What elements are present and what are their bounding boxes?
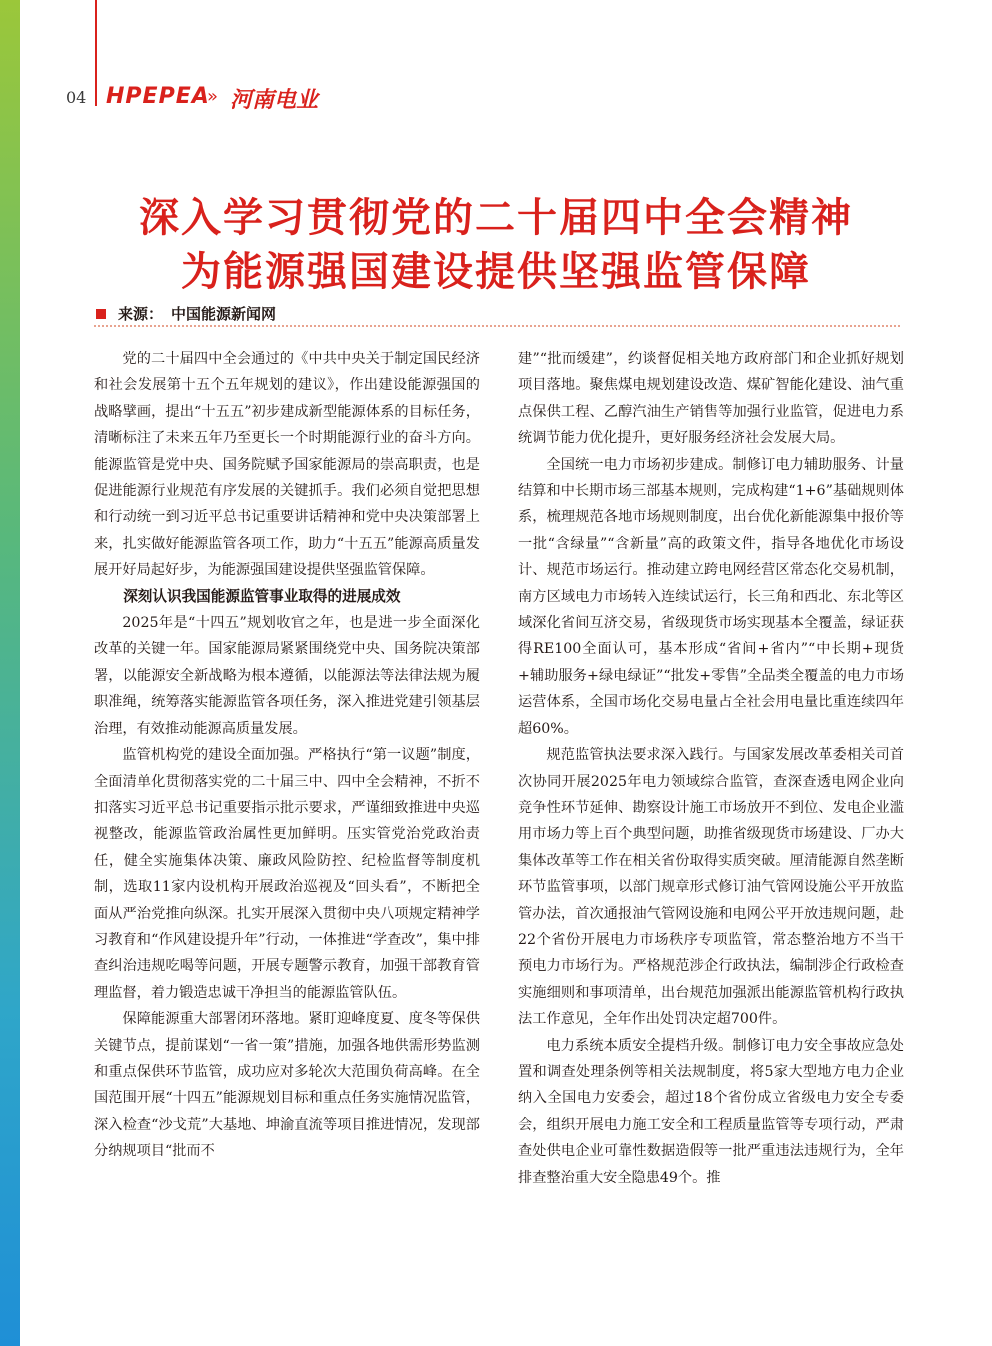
paragraph-intro: 党的二十届四中全会通过的《中共中央关于制定国民经济和社会发展第十五个五年规划的建议》，作出建设能源强国的战略擘画，提出“十五五”初步建成新型能源体系的目标任务，清晰标注了未来五年乃至更长一个时期能源行业的奋斗方向。能源监管是党中央、国务院赋予国家能源局的崇高职责，也是促进能源行业规范有序发展的关键抓手。我们必须自觉把思想和行动统一到习近平总书记重要讲话精神和党中央决策部署上来，扎实做好能源监管各项工作，助力“十五五”能源高质量发展开好局起好步，为能源强国建设提供坚强监管保障。 [94,351,480,579]
paragraph: 监管机构党的建设全面加强。严格执行“第一议题”制度，全面清单化贯彻落实党的二十届三中、四中全会精神，不折不扣落实习近平总书记重要指示批示要求，严谨细致推进中央巡视整改，能源监管政治属性更加鲜明。压实管党治党政治责任，健全实施集体决策、廉政风险防控、纪检监督等制度机制，选取11家内设机构开展政治巡视及“回头看”，不断把全面从严治党推向纵深。扎实开展深入贯彻中央八项规定精神学习教育和“作风建设提升年”行动，一体推进“学查改”，集中排查纠治违规吃喝等问题，开展专题警示教育，加强干部教育管理监督，着力锻造忠诚干净担当的能源监管队伍。 [94,747,480,1001]
brand-separator-icon: » [207,86,219,107]
source-label: 来源： [118,305,164,323]
dotted-divider [94,325,900,327]
section-heading: 深刻认识我国能源监管事业取得的进展成效 [123,587,401,605]
paragraph: 电力系统本质安全提档升级。制修订电力安全事故应急处置和调查处理条例等相关法规制度，将5家大型地方电力企业纳入全国电力安委会，超过18个省份成立省级电力安全专委会，组织开展电力施工安全和工程质量监管等专项行动，严肃查处供电企业可靠性数据造假等一批严重违法违规行为，全年排查整治重大安全隐患49个。推 [518,1037,904,1186]
left-column [94,346,480,1165]
paragraph: 全国统一电力市场初步建成。制修订电力辅助服务、计量结算和中长期市场三部基本规则，完成构建“1+6”基础规则体系，梳理规范各地市场规则制度，出台优化新能源集中报价等一批“含绿量”“含新量”高的政策文件，指导各地优化市场设计、规范市场运行。推动建立跨电网经营区常态化交易机制，南方区域电力市场转入连续试运行，长三角和西北、东北等区域深化省间互济交易，省级现货市场实现基本全覆盖，绿证获得RE100全面认可，基本形成“省间+省内”“中长期+现货+辅助服务+绿电绿证”“批发+零售”全品类全覆盖的电力市场运营体系，全国市场化交易电量占全社会用电量比重连续四年超60%。 [518,456,904,737]
header-red-divider [95,0,97,106]
brand-logo-chinese: 河南电业 [230,87,319,113]
article-title-line-1: 深入学习贯彻党的二十届四中全会精神 [139,194,853,241]
page-number: 04 [66,88,87,107]
source-square-icon [96,309,106,319]
paragraph: 规范监管执法要求深入践行。与国家发展改革委相关司首次协同开展2025年电力领域综合监管，查深查透电网企业向竞争性环节延伸、勘察设计施工市场放开不到位、发电企业滥用市场力等上百个典型问题，助推省级现货市场建设、厂办大集体改革等工作在相关省份取得实质突破。厘清能源自然垄断环节监管事项，以部门规章形式修订油气管网设施公平开放监管办法，首次通报油气管网设施和电网公平开放违规问题，赴22个省份开展电力市场秩序专项监管，常态整治地方不当干预电力市场行为。严格规范涉企行政执法，编制涉企行政检查实施细则和事项清单，出台规范加强派出能源监管机构行政执法工作意见，全年作出处罚决定超700件。 [518,747,904,1028]
right-column [518,346,904,1191]
article-title-line-2: 为能源强国建设提供坚强监管保障 [181,248,811,295]
article-source [118,303,276,324]
paragraph: 保障能源重大部署闭环落地。紧盯迎峰度夏、度冬等保供关键节点，提前谋划“一省一策”措施，加强各地供需形势监测和重点保供环节监管，成功应对多轮次大范围负荷高峰。在全国范围开展“十四五”能源规划目标和重点任务实施情况监管，深入检查“沙戈荒”大基地、坤渝直流等项目推进情况，发现部分纳规项目“批而不 [94,1011,480,1160]
paragraph: 2025年是“十四五”规划收官之年，也是进一步全面深化改革的关键一年。国家能源局紧紧围绕党中央、国务院决策部署，以能源安全新战略为根本遵循，以能源法等法律法规为履职准绳，统筹落实能源监管各项任务，深入推进党建引领基层治理，有效推动能源高质量发展。 [94,615,480,737]
paragraph-continued: 建”“批而缓建”，约谈督促相关地方政府部门和企业抓好规划项目落地。聚焦煤电规划建设改造、煤矿智能化建设、油气重点保供工程、乙醇汽油生产销售等加强行业监管，促进电力系统调节能力优化提升，更好服务经济社会发展大局。 [518,351,904,447]
brand-logo-latin: HPEPEA [106,84,210,109]
source-value: 中国能源新闻网 [171,305,277,323]
